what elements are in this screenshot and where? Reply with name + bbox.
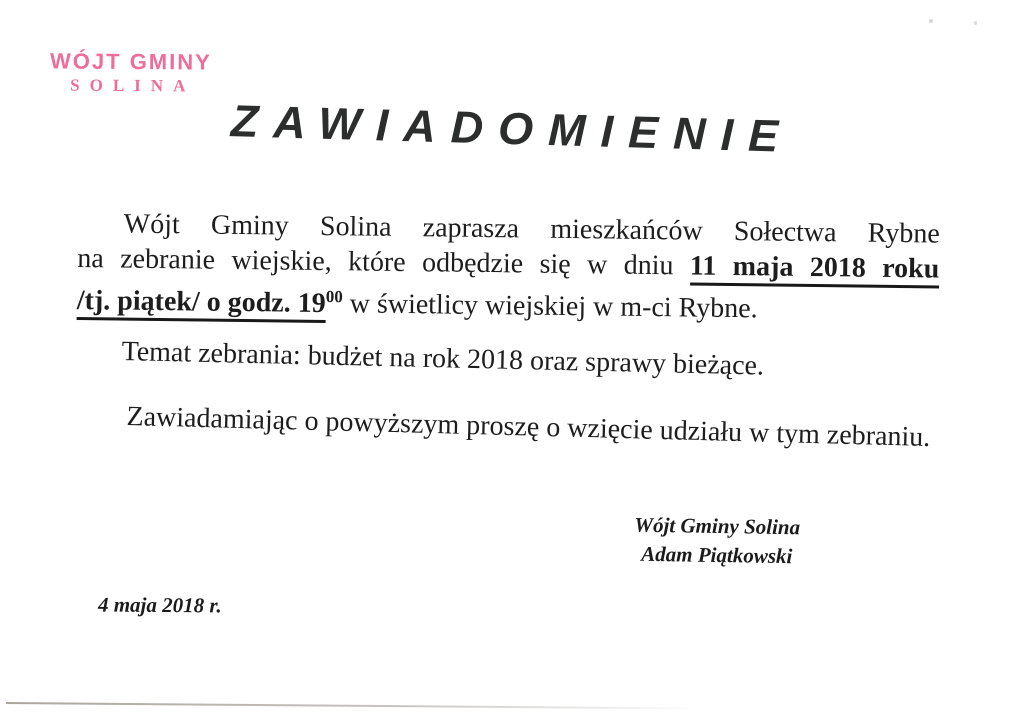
signature-block [632, 511, 803, 572]
scanner-edge-artifact [6, 702, 700, 709]
document-date: 4 maja 2018 r. [97, 592, 222, 618]
paragraph-line-1: Wójt Gminy Solina zaprasza mieszkańców Sołectwa Rybne [123, 208, 940, 250]
line2-regular-text: na zebranie wiejskie, które odbędzie się w dniu [77, 242, 691, 282]
meeting-time-emphasis: /tj. piątek/ o godz. 19 [77, 285, 326, 323]
stamp-office-name: WÓJT GMINY [49, 48, 212, 75]
time-superscript: 00 [325, 287, 343, 307]
document-title: ZAWIADOMIENIE [230, 95, 794, 162]
closing-paragraph: Zawiadamiając o powyższym proszę o wzięcie udziału w tym zebraniu. [126, 401, 931, 454]
meeting-date-emphasis: 11 maja 2018 roku [690, 250, 940, 288]
municipality-stamp [50, 49, 212, 95]
meeting-topic-paragraph: Temat zebrania: budżet na rok 2018 oraz sprawy bieżące. [121, 336, 765, 382]
scan-speck [929, 19, 933, 23]
stamp-municipality-name: SOLINA [70, 75, 196, 96]
scan-speck [974, 21, 977, 25]
announcement-paragraph [77, 206, 940, 329]
signer-title: Wójt Gminy Solina [634, 512, 801, 540]
line3-regular-text: w świetlicy wiejskiej w m-ci Rybne. [342, 288, 758, 325]
signer-name: Adam Piątkowski [641, 541, 793, 569]
